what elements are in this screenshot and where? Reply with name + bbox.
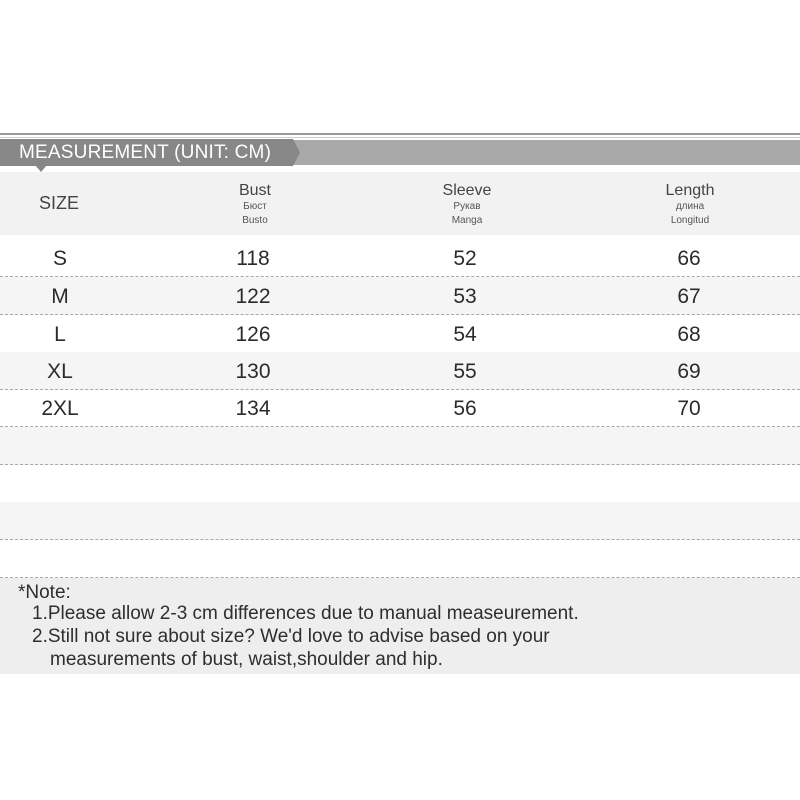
length-column-header xyxy=(610,182,770,228)
sleeve-cell: 53 xyxy=(453,285,477,308)
table-row xyxy=(0,389,800,427)
empty-row xyxy=(0,427,800,465)
bust-header-es: Busto xyxy=(242,215,268,226)
empty-row xyxy=(0,465,800,503)
size-cell: XL xyxy=(47,360,73,383)
table-row xyxy=(0,239,800,277)
length-cell: 70 xyxy=(677,397,701,420)
sleeve-cell: 52 xyxy=(453,247,477,270)
size-cell: M xyxy=(51,285,69,308)
note-line-1: 1.Please allow 2-3 cm differences due to manual measeurement. xyxy=(32,603,579,624)
table-row xyxy=(0,352,800,390)
bust-column-header xyxy=(175,182,335,228)
length-cell: 67 xyxy=(677,285,701,308)
top-rule xyxy=(0,133,800,135)
table-row xyxy=(0,315,800,353)
sleeve-cell: 56 xyxy=(453,397,477,420)
empty-row xyxy=(0,540,800,578)
length-cell: 66 xyxy=(677,247,701,270)
length-header-es: Longitud xyxy=(670,215,710,226)
sleeve-column-header xyxy=(387,182,547,228)
page-title: MEASUREMENT (UNIT: CM) xyxy=(19,142,272,163)
bust-cell: 118 xyxy=(236,247,270,270)
sleeve-header-en: Sleeve xyxy=(442,182,492,199)
size-cell: 2XL xyxy=(41,397,79,420)
note-line-2-cont: measurements of bust, waist,shoulder and hip. xyxy=(50,649,443,670)
length-header-ru: длина xyxy=(675,201,705,212)
note-heading: *Note: xyxy=(18,582,71,603)
sleeve-cell: 55 xyxy=(453,360,477,383)
note-line-2: 2.Still not sure about size? We'd love to advise based on your xyxy=(32,626,550,647)
bust-header-ru: Бюст xyxy=(243,201,267,212)
empty-row xyxy=(0,502,800,540)
banner-pointer xyxy=(35,165,47,172)
length-cell: 69 xyxy=(677,360,701,383)
bust-header-en: Bust xyxy=(238,182,271,199)
sleeve-cell: 54 xyxy=(453,323,477,346)
bust-cell: 122 xyxy=(235,285,271,308)
sleeve-header-es: Manga xyxy=(451,215,483,226)
top-rule-thin xyxy=(0,137,800,138)
size-cell: S xyxy=(52,247,67,270)
bust-cell: 126 xyxy=(235,323,271,346)
size-column-header: SIZE xyxy=(38,193,79,213)
length-header-en: Length xyxy=(665,182,715,199)
table-row xyxy=(0,277,800,315)
bust-cell: 134 xyxy=(235,397,271,420)
sleeve-header-ru: Рукав xyxy=(453,201,481,212)
size-cell: L xyxy=(54,323,66,346)
bust-cell: 130 xyxy=(235,360,271,383)
length-cell: 68 xyxy=(677,323,701,346)
